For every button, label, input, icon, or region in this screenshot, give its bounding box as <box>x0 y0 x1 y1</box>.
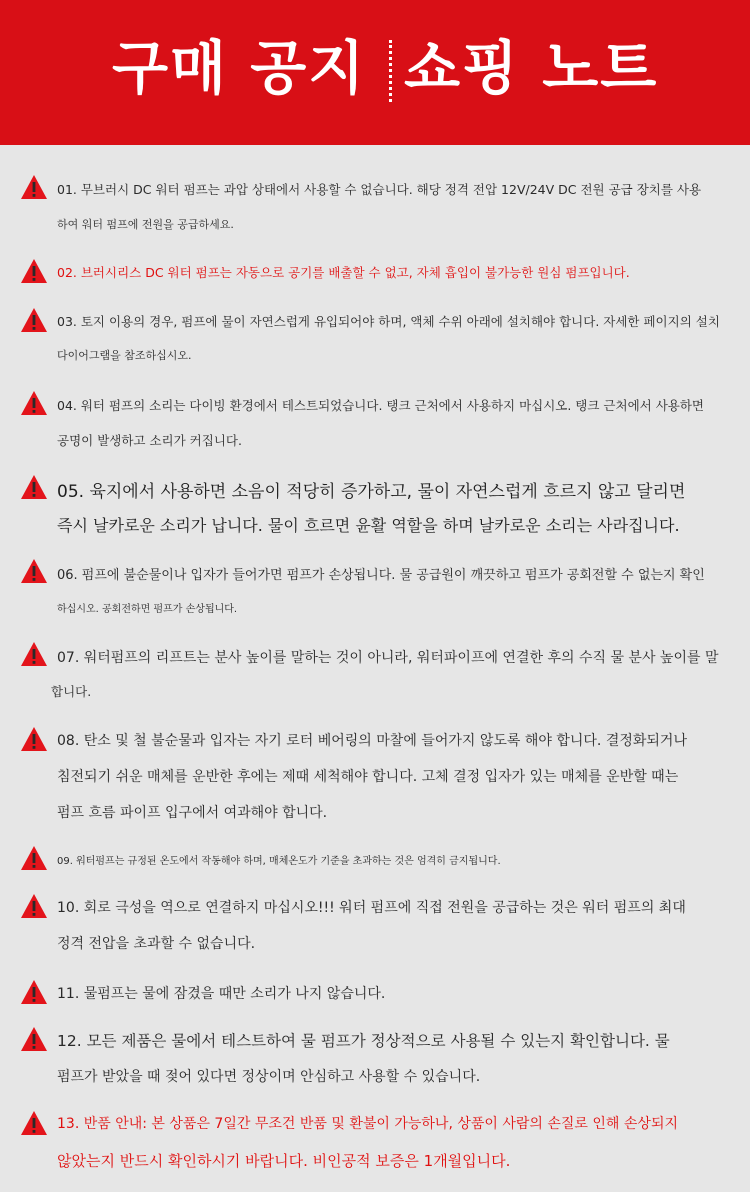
warning-icon <box>20 979 48 1005</box>
note-line: 공명이 발생하고 소리가 커집니다. <box>57 433 242 448</box>
note-line: 01. 무브러시 DC 워터 펌프는 과압 상태에서 사용할 수 없습니다. 해당 정격 전압 12V/24V DC 전원 공급 장치를 사용 <box>57 182 702 197</box>
warning-icon <box>20 558 48 584</box>
header-banner <box>0 0 750 145</box>
note-line: 04. 워터 펌프의 소리는 다이빙 환경에서 테스트되었습니다. 탱크 근처에서 사용하지 마십시오. 탱크 근처에서 사용하면 <box>57 398 705 413</box>
warning-icon <box>20 174 48 200</box>
note-line: 합니다. <box>51 684 92 699</box>
note-line: 정격 전압을 초과할 수 없습니다. <box>57 936 256 952</box>
note-line: 펌프 흐름 파이프 입구에서 여과해야 합니다. <box>57 805 328 821</box>
note-line: 08. 탄소 및 철 불순물과 입자는 자기 로터 베어링의 마찰에 들어가지 않도록 해야 합니다. 결정화되거나 <box>57 733 687 749</box>
note-line: 하여 워터 펌프에 전원을 공급하세요. <box>57 218 234 231</box>
note-line: 다이어그램을 참조하십시오. <box>57 349 192 362</box>
warning-icon <box>20 726 48 752</box>
title-divider <box>389 40 392 102</box>
note-line: 03. 토지 이용의 경우, 펌프에 물이 자연스럽게 유입되어야 하며, 액체 수위 아래에 설치해야 합니다. 자세한 페이지의 설치 <box>57 314 720 329</box>
warning-icon <box>20 474 48 500</box>
note-line: 05. 육지에서 사용하면 소음이 적당히 증가하고, 물이 자연스럽게 흐르지 않고 달리면 <box>57 482 686 502</box>
warning-icon <box>20 1026 48 1052</box>
note-line: 11. 물펌프는 물에 잠겼을 때만 소리가 나지 않습니다. <box>57 986 386 1002</box>
warning-icon <box>20 258 48 284</box>
warning-icon <box>20 307 48 333</box>
note-line: 13. 반품 안내: 본 상품은 7일간 무조건 반품 및 환불이 가능하나, 상품이 사람의 손질로 인해 손상되지 <box>57 1116 679 1132</box>
warning-icon <box>20 845 48 871</box>
note-line: 침전되기 쉬운 매체를 운반한 후에는 제때 세척해야 합니다. 고체 결정 입자가 있는 매체를 운반할 때는 <box>57 769 679 785</box>
warning-icon <box>20 893 48 919</box>
note-line: 12. 모든 제품은 물에서 테스트하여 물 펌프가 정상적으로 사용될 수 있는지 확인합니다. 물 <box>57 1032 670 1050</box>
note-line: 07. 워터펌프의 리프트는 분사 높이를 말하는 것이 아니라, 워터파이프에 연결한 후의 수직 물 분사 높이를 말 <box>57 650 719 666</box>
note-line: 펌프가 받았을 때 젖어 있다면 정상이며 안심하고 사용할 수 있습니다. <box>57 1069 481 1085</box>
warning-icon <box>20 641 48 667</box>
note-line: 즉시 날카로운 소리가 납니다. 물이 흐르면 윤활 역할을 하며 날카로운 소리는 사라집니다. <box>57 516 680 535</box>
note-line: 않았는지 반드시 확인하시기 바랍니다. 비인공적 보증은 1개월입니다. <box>57 1152 511 1170</box>
note-line: 02. 브러시리스 DC 워터 펌프는 자동으로 공기를 배출할 수 없고, 자체 흡입이 불가능한 원심 펌프입니다. <box>57 265 630 280</box>
note-line: 06. 펌프에 불순물이나 입자가 들어가면 펌프가 손상됩니다. 물 공급원이 깨끗하고 펌프가 공회전할 수 없는지 확인 <box>57 568 705 583</box>
page-subtitle: 쇼핑 노트 <box>404 34 659 102</box>
warning-icon <box>20 390 48 416</box>
warning-icon <box>20 1110 48 1136</box>
page-title: 구매 공지 <box>112 34 367 102</box>
note-line: 09. 워터펌프는 규정된 온도에서 작동해야 하며, 매체온도가 기준을 초과하는 것은 엄격히 금지됩니다. <box>57 856 501 867</box>
note-line: 10. 회로 극성을 역으로 연결하지 마십시오!!! 워터 펌프에 직접 전원을 공급하는 것은 워터 펌프의 최대 <box>57 900 686 916</box>
note-line: 하십시오. 공회전하면 펌프가 손상됩니다. <box>57 604 238 615</box>
